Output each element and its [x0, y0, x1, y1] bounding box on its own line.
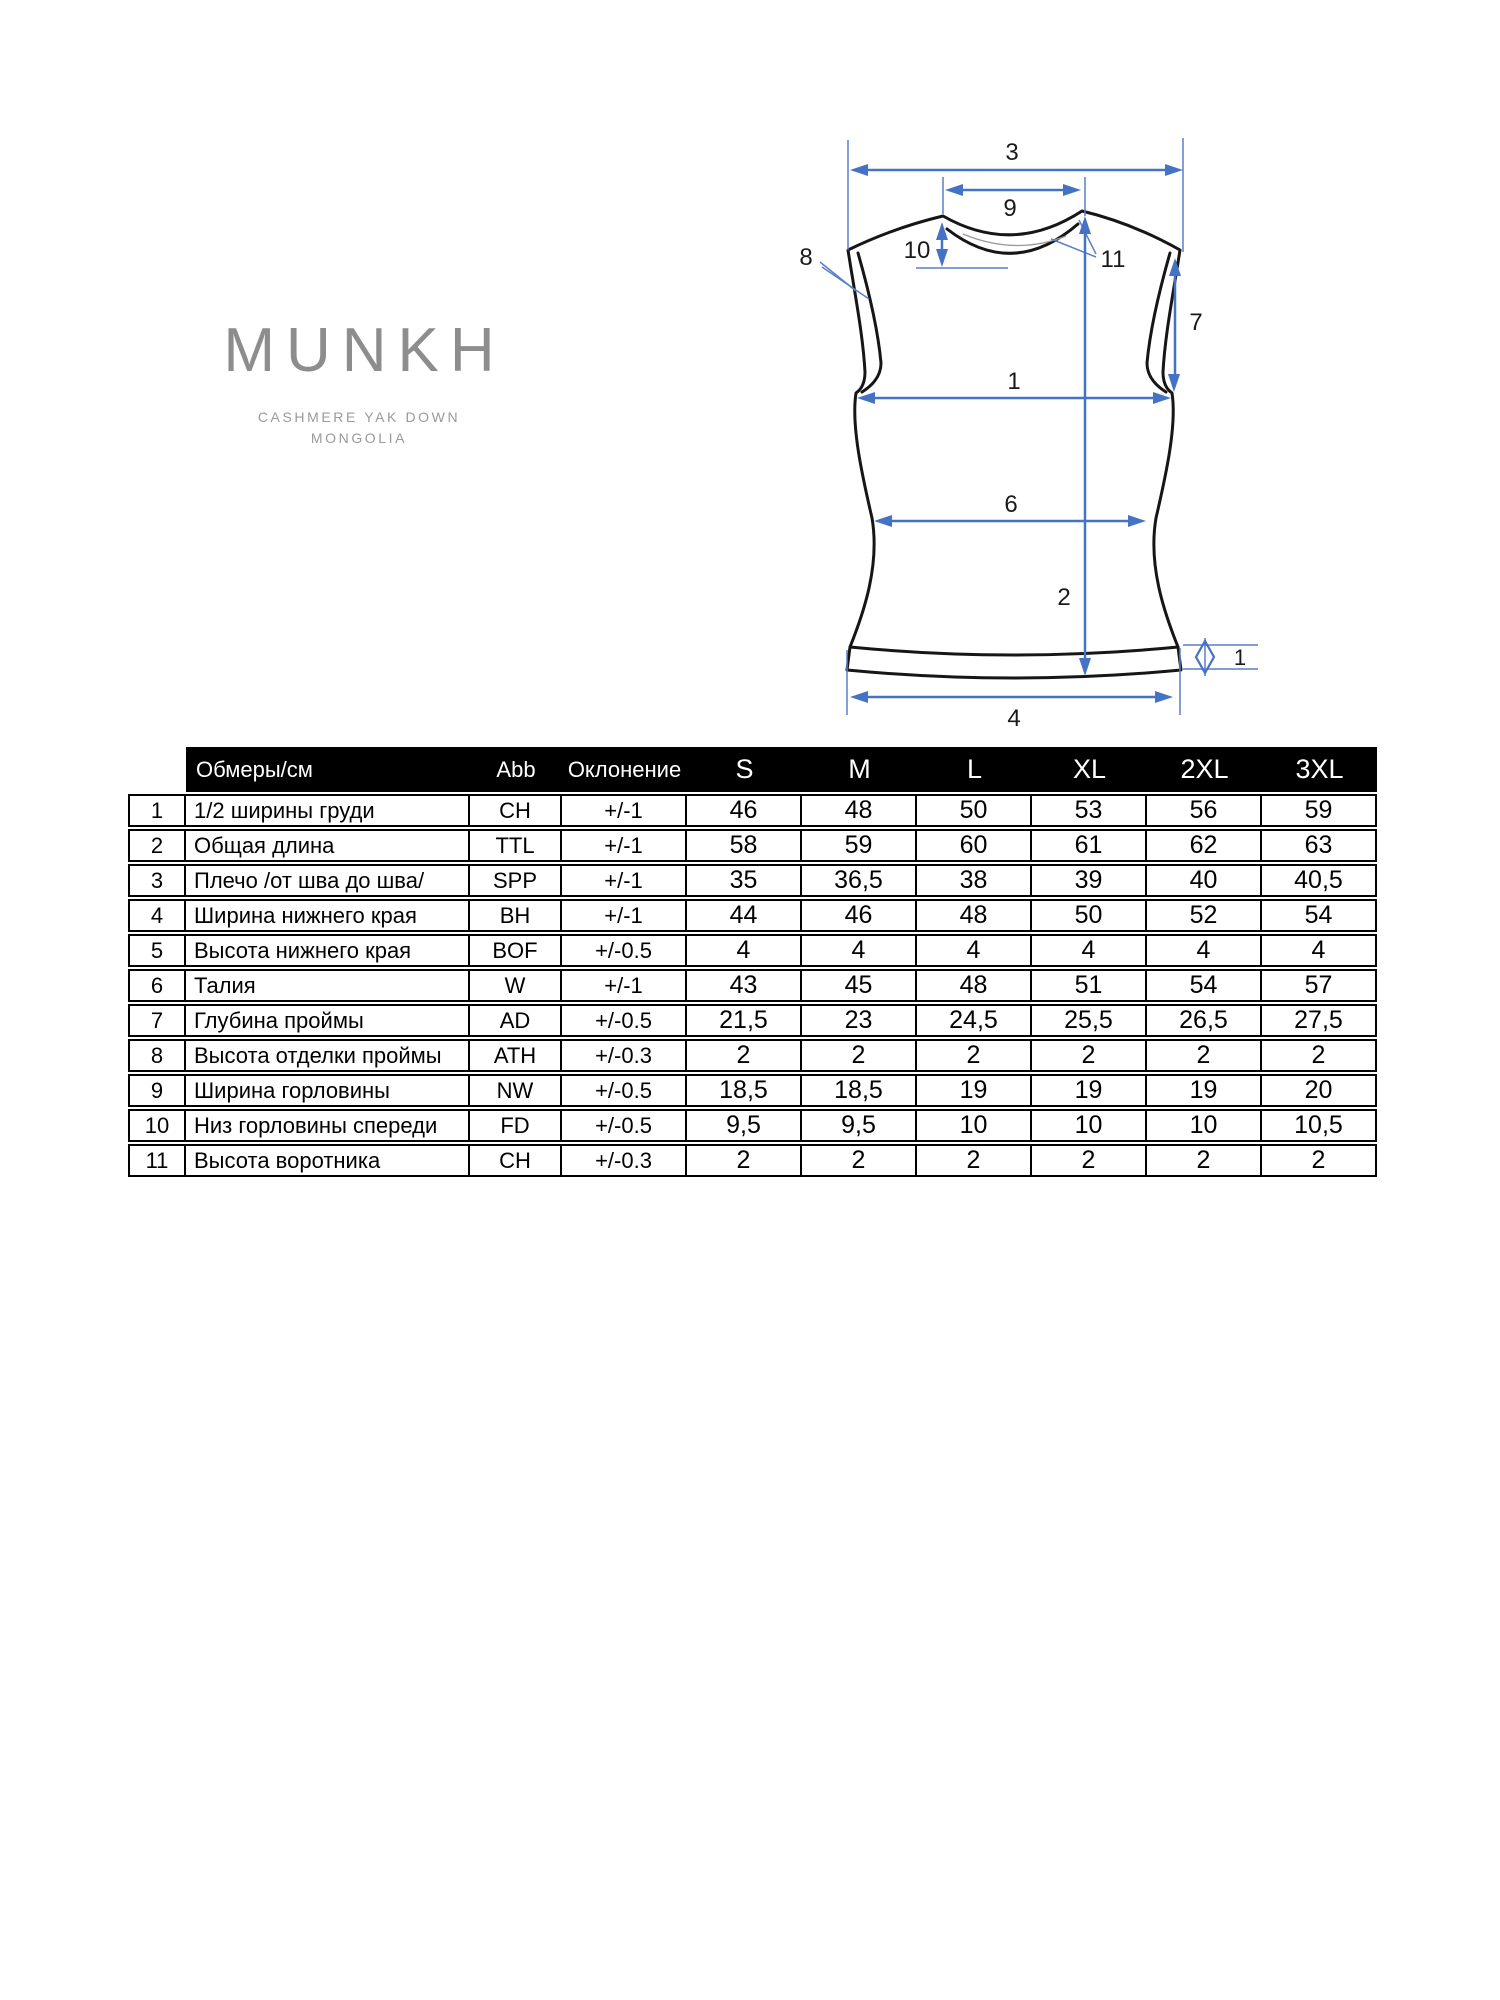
cell-dev: +/-0.5 [562, 1004, 687, 1037]
header-deviation: Оклонение [562, 747, 687, 792]
size-table-body [128, 794, 1377, 1177]
cell-name: 1/2 ширины груди [186, 794, 470, 827]
cell-abb: SPP [470, 864, 562, 897]
arrowhead-icon [1155, 691, 1173, 703]
cell-name: Общая длина [186, 829, 470, 862]
cell-value: 19 [1032, 1074, 1147, 1107]
cell-value: 46 [687, 794, 802, 827]
cell-value: 2 [917, 1039, 1032, 1072]
size-table [128, 745, 1377, 1179]
cell-abb: FD [470, 1109, 562, 1142]
cell-value: 54 [1147, 969, 1262, 1002]
cell-value: 48 [802, 794, 917, 827]
dim-label-armhole-trim: 8 [799, 244, 813, 271]
cell-value: 45 [802, 969, 917, 1002]
cell-value: 53 [1032, 794, 1147, 827]
cell-dev: +/-1 [562, 829, 687, 862]
dim-label-waist: 6 [1004, 491, 1018, 518]
cell-value: 2 [1262, 1039, 1377, 1072]
cell-value: 61 [1032, 829, 1147, 862]
cell-value: 50 [1032, 899, 1147, 932]
arrowhead-icon [1165, 164, 1183, 176]
cell-value: 23 [802, 1004, 917, 1037]
size-column-header: L [917, 747, 1032, 792]
cell-value: 56 [1147, 794, 1262, 827]
cell-value: 36,5 [802, 864, 917, 897]
brand-subtitle-line2: MONGOLIA [310, 430, 408, 446]
table-row [128, 864, 1377, 897]
size-column-header: 3XL [1262, 747, 1377, 792]
table-row [128, 934, 1377, 967]
cell-value: 4 [1032, 934, 1147, 967]
cell-value: 48 [917, 899, 1032, 932]
cell-value: 58 [687, 829, 802, 862]
cell-value: 21,5 [687, 1004, 802, 1037]
table-row [128, 1109, 1377, 1142]
cell-dev: +/-1 [562, 899, 687, 932]
cell-value: 2 [802, 1144, 917, 1177]
cell-value: 25,5 [1032, 1004, 1147, 1037]
cell-num: 6 [128, 969, 186, 1002]
cell-value: 63 [1262, 829, 1377, 862]
cell-name: Ширина горловины [186, 1074, 470, 1107]
size-table-header-row [128, 747, 1377, 792]
cell-value: 19 [1147, 1074, 1262, 1107]
cell-abb: W [470, 969, 562, 1002]
cell-abb: BOF [470, 934, 562, 967]
table-row [128, 829, 1377, 862]
cell-num: 8 [128, 1039, 186, 1072]
cell-value: 10 [1032, 1109, 1147, 1142]
cell-num: 2 [128, 829, 186, 862]
cell-num: 4 [128, 899, 186, 932]
cell-name: Ширина нижнего края [186, 899, 470, 932]
cell-value: 2 [1032, 1039, 1147, 1072]
table-row [128, 969, 1377, 1002]
dim-label-neck-width: 9 [1003, 195, 1017, 222]
header-corner-cell [128, 747, 186, 792]
cell-value: 10 [1147, 1109, 1262, 1142]
cell-value: 2 [917, 1144, 1032, 1177]
cell-value: 24,5 [917, 1004, 1032, 1037]
cell-abb: ATH [470, 1039, 562, 1072]
header-abbreviation: Abb [470, 747, 562, 792]
cell-name: Высота нижнего края [186, 934, 470, 967]
table-row [128, 1074, 1377, 1107]
dim-label-shoulder-width: 3 [1005, 139, 1019, 166]
cell-value: 39 [1032, 864, 1147, 897]
cell-value: 50 [917, 794, 1032, 827]
cell-value: 38 [917, 864, 1032, 897]
dim-label-front-neck-drop: 10 [903, 237, 931, 264]
cell-value: 20 [1262, 1074, 1377, 1107]
cell-value: 2 [1032, 1144, 1147, 1177]
cell-num: 7 [128, 1004, 186, 1037]
cell-value: 26,5 [1147, 1004, 1262, 1037]
cell-value: 35 [687, 864, 802, 897]
cell-value: 60 [917, 829, 1032, 862]
cell-value: 4 [1147, 934, 1262, 967]
cell-value: 59 [1262, 794, 1377, 827]
cell-abb: CH [470, 1144, 562, 1177]
table-row [128, 899, 1377, 932]
cell-value: 51 [1032, 969, 1147, 1002]
cell-value: 52 [1147, 899, 1262, 932]
cell-value: 54 [1262, 899, 1377, 932]
cell-value: 40,5 [1262, 864, 1377, 897]
cell-value: 2 [1147, 1144, 1262, 1177]
cell-name: Низ горловины спереди [186, 1109, 470, 1142]
table-row [128, 1004, 1377, 1037]
cell-num: 10 [128, 1109, 186, 1142]
cell-value: 62 [1147, 829, 1262, 862]
dim-label-armhole-depth: 7 [1189, 309, 1203, 336]
cell-value: 2 [687, 1039, 802, 1072]
cell-dev: +/-1 [562, 794, 687, 827]
cell-value: 10 [917, 1109, 1032, 1142]
cell-value: 10,5 [1262, 1109, 1377, 1142]
cell-value: 9,5 [687, 1109, 802, 1142]
cell-dev: +/-0.3 [562, 1144, 687, 1177]
size-column-header: XL [1032, 747, 1147, 792]
cell-value: 27,5 [1262, 1004, 1377, 1037]
cell-value: 48 [917, 969, 1032, 1002]
header-measurements: Обмеры/см [186, 747, 470, 792]
cell-dev: +/-0.5 [562, 1109, 687, 1142]
cell-value: 2 [687, 1144, 802, 1177]
cell-value: 2 [802, 1039, 917, 1072]
arrowhead-icon [850, 164, 868, 176]
brand-name: MUNKH [223, 316, 506, 385]
cell-value: 44 [687, 899, 802, 932]
table-row [128, 1144, 1377, 1177]
cell-value: 2 [1147, 1039, 1262, 1072]
cell-num: 9 [128, 1074, 186, 1107]
cell-abb: NW [470, 1074, 562, 1107]
cell-name: Высота отделки проймы [186, 1039, 470, 1072]
cell-abb: TTL [470, 829, 562, 862]
cell-value: 2 [1262, 1144, 1377, 1177]
cell-value: 4 [802, 934, 917, 967]
cell-name: Глубина проймы [186, 1004, 470, 1037]
cell-value: 57 [1262, 969, 1377, 1002]
size-column-header: 2XL [1147, 747, 1262, 792]
arrowhead-icon [945, 184, 963, 196]
garment-outline [847, 211, 1181, 678]
cell-value: 19 [917, 1074, 1032, 1107]
brand-subtitle-line1: CASHMERE YAK DOWN [257, 409, 461, 425]
cell-value: 9,5 [802, 1109, 917, 1142]
cell-num: 11 [128, 1144, 186, 1177]
cell-name: Плечо /от шва до шва/ [186, 864, 470, 897]
cell-num: 1 [128, 794, 186, 827]
arrowhead-icon [850, 691, 868, 703]
cell-dev: +/-0.3 [562, 1039, 687, 1072]
cell-name: Талия [186, 969, 470, 1002]
arrowhead-icon [1063, 184, 1081, 196]
cell-value: 43 [687, 969, 802, 1002]
dim-label-bottom-width: 4 [1007, 705, 1021, 732]
cell-value: 4 [1262, 934, 1377, 967]
cell-abb: BH [470, 899, 562, 932]
cell-value: 4 [917, 934, 1032, 967]
cell-num: 3 [128, 864, 186, 897]
dim-label-collar: 11 [1100, 246, 1126, 273]
cell-value: 18,5 [802, 1074, 917, 1107]
cell-value: 59 [802, 829, 917, 862]
cell-abb: AD [470, 1004, 562, 1037]
cell-value: 46 [802, 899, 917, 932]
cell-dev: +/-1 [562, 969, 687, 1002]
cell-name: Высота воротника [186, 1144, 470, 1177]
cell-num: 5 [128, 934, 186, 967]
table-row [128, 1039, 1377, 1072]
cell-dev: +/-0.5 [562, 934, 687, 967]
dim-label-total-length: 2 [1057, 584, 1071, 611]
dim-label-chest: 1 [1007, 368, 1021, 395]
size-column-header: S [687, 747, 802, 792]
cell-value: 40 [1147, 864, 1262, 897]
cell-abb: CH [470, 794, 562, 827]
dim-label-hem-height: 1 [1233, 645, 1247, 670]
cell-dev: +/-1 [562, 864, 687, 897]
table-row [128, 794, 1377, 827]
size-column-header: M [802, 747, 917, 792]
cell-value: 4 [687, 934, 802, 967]
cell-dev: +/-0.5 [562, 1074, 687, 1107]
cell-value: 18,5 [687, 1074, 802, 1107]
